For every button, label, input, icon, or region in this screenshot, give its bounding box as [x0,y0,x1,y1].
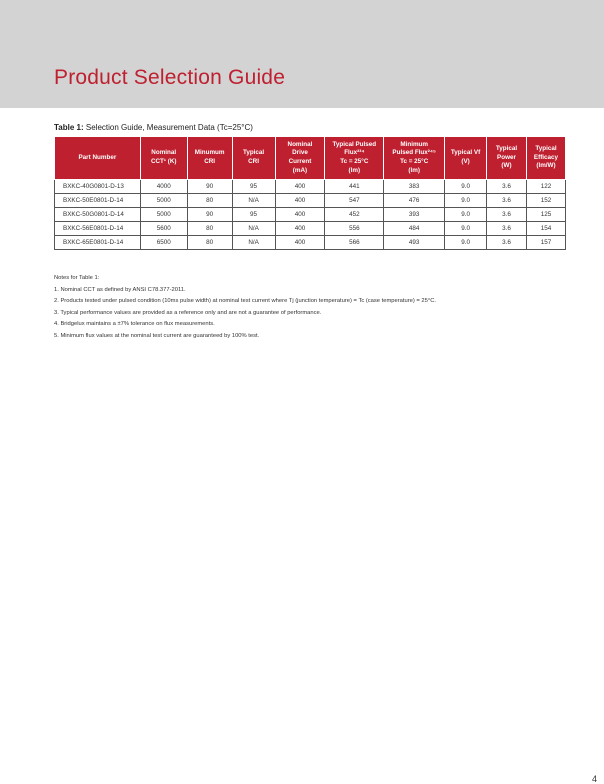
table-caption [54,123,253,132]
column-header-line: Part Number [78,153,117,161]
part-number-cell: BXKC-50E0801-D-14 [55,194,141,208]
column-header-line: (mA) [292,166,308,174]
table-cell: 9.0 [445,194,487,208]
notes-heading: Notes for Table 1: [54,275,100,281]
column-header-line: Typical Pulsed [332,140,377,148]
table-cell: 493 [384,236,445,250]
table-cell: 556 [325,222,384,236]
table-cell: 400 [275,208,325,222]
note-item: 1. Nominal CCT as defined by ANSI C78.377-2011. [54,286,186,293]
column-header-line: Tc = 25°C [400,158,429,165]
table-cell: 9.0 [445,208,487,222]
column-header [445,137,487,180]
table-cell: 3.6 [487,180,527,194]
page-title: Product Selection Guide [54,66,286,89]
table-cell: 9.0 [445,222,487,236]
header-band [0,0,604,108]
part-number-cell: BXKC-56E0801-D-14 [55,222,141,236]
column-header-line: Pulsed Flux²⁴⁵ [392,149,436,157]
table-cell: 125 [526,208,565,222]
part-number-cell: BXKC-65E0801-D-14 [55,236,141,250]
column-header [275,137,325,180]
table-cell: 152 [526,194,565,208]
table-cell: 5000 [140,194,187,208]
column-header-line: Flux²³⁴ [344,149,365,157]
selection-table [54,136,566,250]
column-header [187,137,232,180]
note-item: 3. Typical performance values are provided as a reference only and are not a guarantee of performance. [54,309,322,316]
table-cell: 3.6 [487,194,527,208]
table-row [55,194,566,208]
table-cell: 90 [187,208,232,222]
table-cell: 80 [187,194,232,208]
table-cell: 3.6 [487,222,527,236]
column-header-line: Typical [535,145,557,153]
table-cell: 400 [275,180,325,194]
table-cell: 400 [275,222,325,236]
table-caption-text: Selection Guide, Measurement Data (Tc=25°C) [85,123,253,132]
column-header-line: Minimum [400,140,428,148]
column-header-line: Efficacy [533,153,559,161]
table-notes [54,273,436,343]
table-caption-label: Table 1: [54,123,84,132]
column-header-line: CRI [204,158,216,165]
column-header-line: Nominal [287,140,313,148]
table-cell: 400 [275,236,325,250]
column-header-line: Typical Vf [450,149,481,157]
table-cell: 157 [526,236,565,250]
column-header-line: CCT¹ (K) [150,158,177,165]
table-cell: 3.6 [487,236,527,250]
column-header-line: (lm) [348,166,361,174]
column-header-line: Typical [495,145,518,153]
table-cell: 9.0 [445,236,487,250]
table-cell: 80 [187,222,232,236]
table-row [55,222,566,236]
part-number-cell: BXKC-50G0801-D-14 [55,208,141,222]
table-cell: 90 [187,180,232,194]
column-header [384,137,445,180]
table-cell: 122 [526,180,565,194]
table-cell: 383 [384,180,445,194]
column-header [325,137,384,180]
table-cell: 4000 [140,180,187,194]
table-cell: 484 [384,222,445,236]
table-cell: 547 [325,194,384,208]
column-header [487,137,527,180]
note-item: 4. Bridgelux maintains a ±7% tolerance on flux measurements. [54,321,215,328]
table-cell: 566 [325,236,384,250]
table-cell: 5000 [140,208,187,222]
table-row [55,236,566,250]
column-header-line: Tc = 25°C [340,158,369,165]
table-row [55,208,566,222]
column-header-line: Power [497,153,516,161]
table-cell: 3.6 [487,208,527,222]
column-header-line: Nominal [151,149,177,157]
table-cell: 441 [325,180,384,194]
note-item: 2. Products tested under pulsed condition (10ms pulse width) at nominal test current where Tj (junction temperature) = Tc (case temperature) = 25°C. [54,298,436,305]
table-cell: 9.0 [445,180,487,194]
column-header-line: CRI [248,158,259,165]
column-header-line: Drive [292,149,308,157]
table-cell: 95 [232,208,275,222]
table-header-row [55,137,566,180]
table-cell: 476 [384,194,445,208]
column-header [232,137,275,180]
table-cell: 400 [275,194,325,208]
table-cell: N/A [232,222,275,236]
table-cell: N/A [232,236,275,250]
column-header-line: Typical [242,149,265,157]
note-item: 5. Minimum flux values at the nominal test current are guaranteed by 100% test. [54,332,260,339]
table-cell: 393 [384,208,445,222]
table-cell: 154 [526,222,565,236]
page-number: 4 [592,774,598,784]
column-header-line: Minumum [194,149,225,157]
table-cell: 5600 [140,222,187,236]
part-number-cell: BXKC-40G0801-D-13 [55,180,141,194]
table-cell: 80 [187,236,232,250]
column-header-line: (V) [461,158,470,165]
table-cell: N/A [232,194,275,208]
column-header-line: (W) [501,162,512,170]
column-header [55,137,141,180]
column-header [140,137,187,180]
table-cell: 452 [325,208,384,222]
table-row [55,180,566,194]
column-header-line: (lm) [408,166,420,174]
column-header-line: Current [288,158,312,165]
column-header [526,137,565,180]
table-cell: 6500 [140,236,187,250]
table-cell: 95 [232,180,275,194]
column-header-line: (lm/W) [536,162,556,170]
